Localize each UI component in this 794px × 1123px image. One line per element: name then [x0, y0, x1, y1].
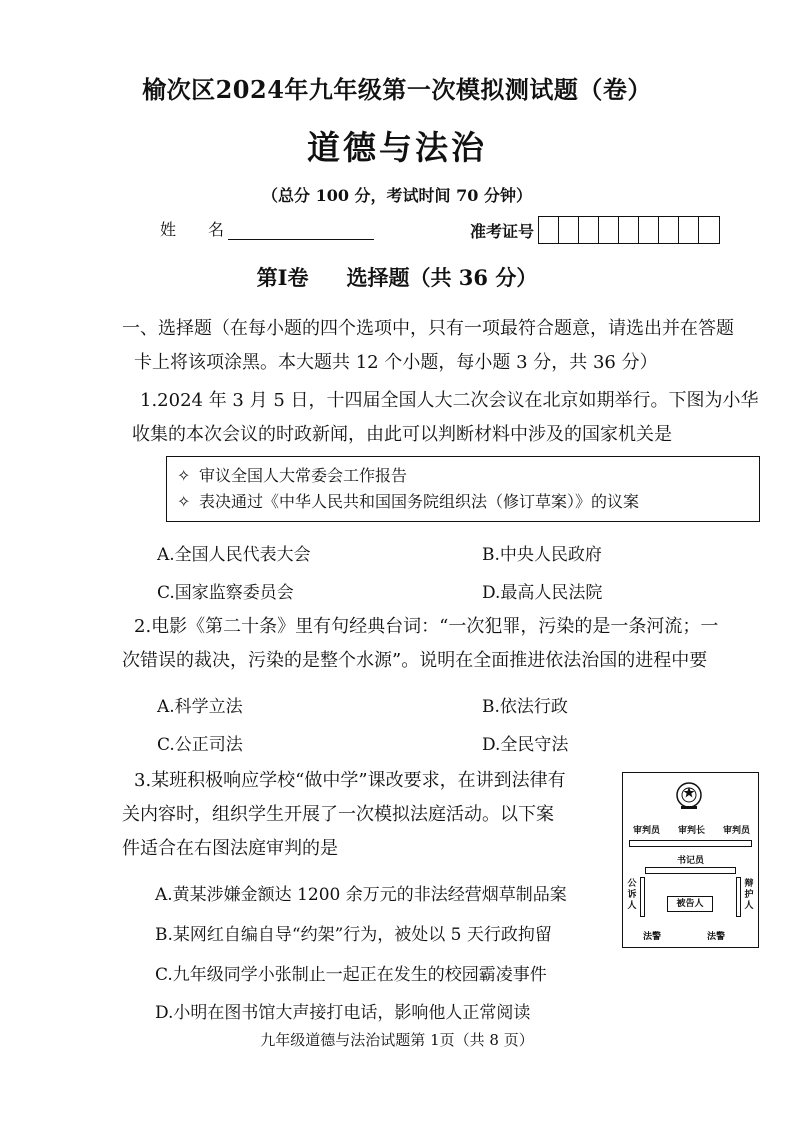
question-2-line-1: 2.电影《第二十条》里有句经典台词：“一次犯罪，污染的是一条河流；一 — [134, 616, 719, 637]
ticket-digit-box[interactable] — [539, 217, 559, 243]
ticket-digit-box[interactable] — [579, 217, 599, 243]
question-3-line-1: 3.某班积极响应学校“做中学”课改要求，在讲到法律有 — [134, 770, 566, 791]
defense-label: 辩护人 — [744, 879, 754, 911]
prosecutor-label: 公诉人 — [627, 879, 637, 911]
chief-judge-label: 审判长 — [677, 826, 705, 836]
question-2-line-2: 次错误的裁决，污染的是整个水源”。说明在全面推进依法治国的进程中要 — [122, 650, 708, 671]
ticket-number-field — [470, 216, 720, 244]
name-label-char-1: 姓 — [160, 220, 177, 239]
name-label-char-2: 名 — [208, 220, 225, 239]
judge-right-label: 审判员 — [722, 826, 750, 836]
question-1-option-d[interactable]: D.最高人民法院 — [482, 583, 603, 603]
question-3-stem — [122, 764, 614, 866]
part-one-instructions — [122, 312, 762, 380]
question-1-option-b[interactable]: B.中央人民政府 — [482, 545, 602, 565]
question-1-stem — [132, 384, 762, 452]
part-one-line-2: 卡上将该项涂黑。本大题共 12 个小题，每小题 3 分，共 36 分） — [134, 352, 658, 373]
name-blank-line[interactable] — [228, 221, 374, 240]
national-emblem-icon — [675, 781, 703, 811]
ticket-label: 准考证号 — [470, 221, 535, 241]
ticket-digit-box[interactable] — [639, 217, 659, 243]
section-name: 选择题（共 36 分） — [346, 265, 538, 290]
section-heading — [0, 262, 794, 292]
bailiff-left-label: 法警 — [643, 932, 662, 942]
question-3-line-2: 关内容时，组织学生开展了一次模拟法庭活动。以下案 — [122, 804, 554, 825]
question-3-line-3: 件适合在右图法庭审判的是 — [122, 838, 338, 859]
volume-label: 第Ⅰ卷 — [256, 265, 309, 290]
clerk-label: 书记员 — [676, 856, 704, 866]
defendant-box — [667, 896, 713, 912]
ticket-digit-box[interactable] — [619, 217, 639, 243]
news-item-text: 审议全国人大常委会工作报告 — [199, 466, 408, 485]
judges-bench — [629, 840, 752, 847]
exam-info: （总分 100 分，考试时间 70 分钟） — [262, 186, 532, 205]
question-3-option-a[interactable]: A.黄某涉嫌金额达 1200 余万元的非法经营烟草制品案 — [155, 885, 567, 905]
clerk-desk — [645, 867, 736, 874]
judges-row — [633, 823, 750, 836]
news-item-text: 表决通过《中华人民共和国国务院组织法（修订草案）》的议案 — [199, 492, 640, 511]
question-2-option-b[interactable]: B.依法行政 — [482, 697, 568, 717]
exam-title: 榆次区2024年九年级第一次模拟测试题（卷） — [142, 75, 652, 104]
question-1-line-1: 1.2024 年 3 月 5 日，十四届全国人大二次会议在北京如期举行。下图为小华 — [140, 390, 759, 411]
defense-desk — [736, 877, 741, 917]
page-footer: 九年级道德与法治试题第 1页（共 8 页） — [260, 1031, 534, 1049]
ticket-digit-box[interactable] — [699, 217, 719, 243]
news-item — [177, 463, 749, 489]
judge-left-label: 审判员 — [633, 826, 661, 836]
question-3-option-b[interactable]: B.某网红自编自导“约架”行为，被处以 5 天行政拘留 — [155, 925, 552, 945]
news-item — [177, 489, 749, 515]
question-2-option-d[interactable]: D.全民守法 — [482, 735, 569, 755]
question-1-news-box — [166, 456, 760, 522]
ticket-digit-box[interactable] — [599, 217, 619, 243]
question-1-line-2: 收集的本次会议的时政新闻，由此可以判断材料中涉及的国家机关是 — [132, 424, 672, 445]
subject-title: 道德与法治 — [307, 128, 487, 167]
ticket-digit-box[interactable] — [679, 217, 699, 243]
question-2-option-c[interactable]: C.公正司法 — [157, 735, 243, 755]
part-one-line-1: 一、选择题（在每小题的四个选项中，只有一项最符合题意，请选出并在答题 — [122, 318, 734, 339]
ticket-number-boxes[interactable] — [538, 216, 720, 244]
diamond-bullet-icon: ✧ — [177, 466, 191, 485]
question-2-option-a[interactable]: A.科学立法 — [157, 697, 243, 717]
diamond-bullet-icon: ✧ — [177, 492, 191, 511]
question-3-option-c[interactable]: C.九年级同学小张制止一起正在发生的校园霸凌事件 — [155, 965, 547, 985]
bailiff-right-label: 法警 — [707, 932, 726, 942]
ticket-digit-box[interactable] — [659, 217, 679, 243]
name-field — [160, 217, 374, 240]
courtroom-diagram — [622, 772, 759, 948]
question-1-option-a[interactable]: A.全国人民代表大会 — [157, 545, 311, 565]
ticket-digit-box[interactable] — [559, 217, 579, 243]
question-3-option-d[interactable]: D.小明在图书馆大声接打电话，影响他人正常阅读 — [155, 1003, 531, 1023]
defendant-label: 被告人 — [676, 899, 704, 909]
prosecutor-desk — [640, 877, 645, 917]
question-1-option-c[interactable]: C.国家监察委员会 — [157, 583, 294, 603]
question-2-stem — [122, 610, 764, 678]
